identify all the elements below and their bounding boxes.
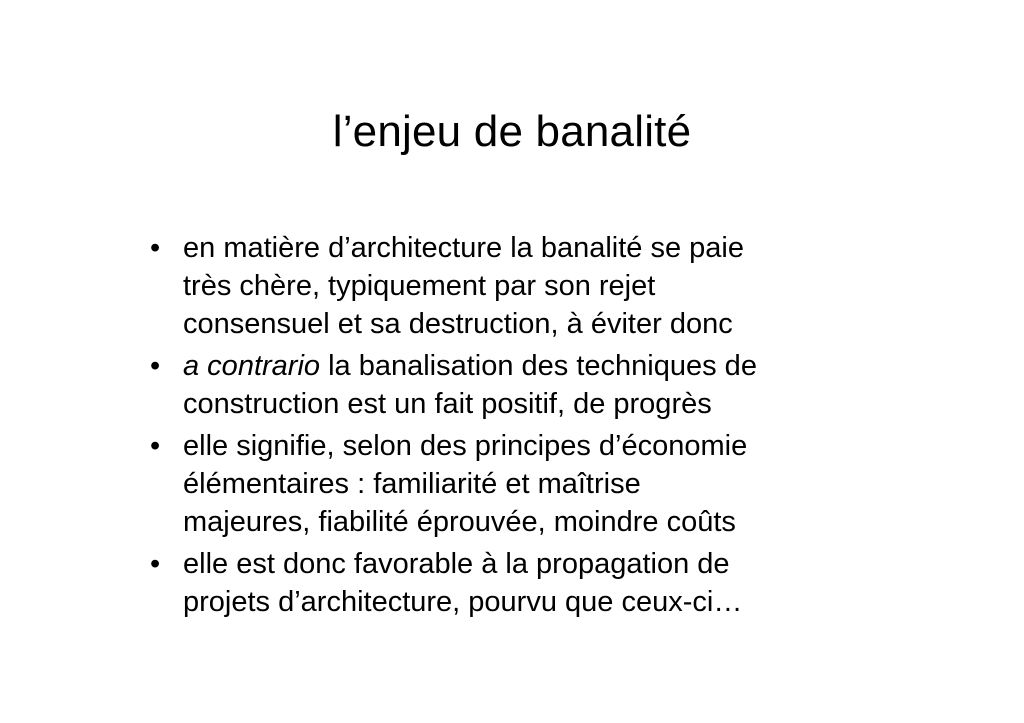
bullet-item [150,229,890,343]
bullet-line: en matière d’architecture la banalité se paie [183,232,744,264]
bullet-dot-icon: • [150,232,161,264]
bullet-dot-icon: • [150,548,161,580]
bullet-item [150,545,890,621]
emphasis-text: a contrario [183,350,321,382]
bullet-line: elle est donc favorable à la propagation de [183,548,730,580]
bullet-line [183,347,890,385]
bullet-line: elle signifie, selon des principes d’économie [183,430,748,462]
bullet-dot-icon: • [150,430,161,462]
bullet-line-rest: la banalisation des techniques de [320,350,757,382]
bullet-line: très chère, typiquement par son rejet [183,270,656,302]
bullet-dot-icon: • [150,350,161,382]
slide-title: l’enjeu de banalité [332,107,692,156]
bullet-line: élémentaires : familiarité et maîtrise [183,468,641,500]
bullet-line: majeures, fiabilité éprouvée, moindre coûts [183,506,736,538]
bullet-line: projets d’architecture, pourvu que ceux-ci… [183,586,743,618]
bullet-item [150,347,890,423]
bullet-item [150,427,890,541]
bullet-list [150,229,890,625]
bullet-line: consensuel et sa destruction, à éviter donc [183,308,733,340]
bullet-line: construction est un fait positif, de progrès [183,388,712,420]
